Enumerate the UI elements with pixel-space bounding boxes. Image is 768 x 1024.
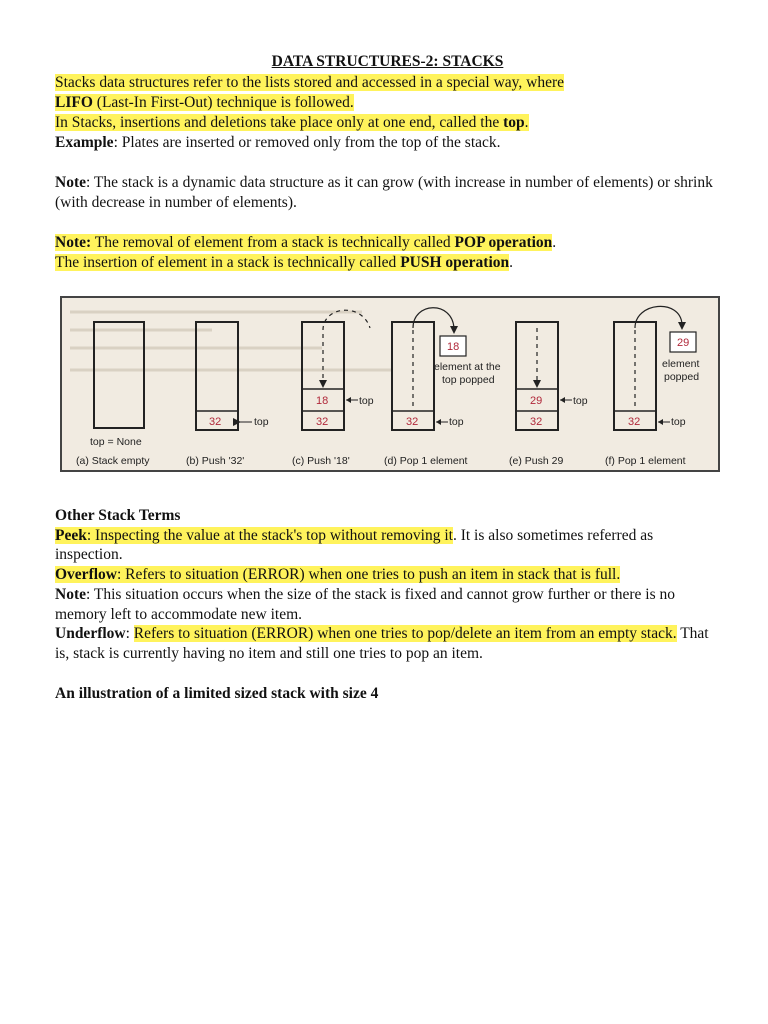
stack-a — [94, 322, 144, 428]
svg-text:top: top — [573, 395, 588, 407]
svg-text:29: 29 — [677, 337, 690, 349]
overflow-label: Overflow — [55, 566, 117, 584]
svg-text:element: element — [662, 358, 700, 370]
stack-diagram — [62, 298, 718, 470]
svg-text:32: 32 — [406, 416, 419, 428]
top-none-label: top = None — [90, 436, 142, 448]
overflow-definition: Overflow: Refers to situation (ERROR) when one tries to push an item in stack that is full. — [55, 566, 621, 584]
svg-text:18: 18 — [447, 341, 460, 353]
stack-c-value-top: 18 — [316, 395, 329, 407]
example-label: Example — [55, 134, 114, 151]
underflow-label: Underflow — [55, 625, 126, 643]
caption-c: (c) Push '18' — [292, 455, 350, 467]
document-body — [55, 52, 720, 273]
stack-b — [196, 322, 238, 430]
section-heading: Other Stack Terms — [55, 507, 181, 524]
illustration-heading: An illustration of a limited sized stack with size 4 — [55, 684, 379, 702]
peek-label: Peek — [55, 526, 87, 544]
caption-f: (f) Pop 1 element — [605, 455, 686, 467]
stack-c-value: 32 — [316, 416, 329, 428]
other-terms-section — [55, 506, 720, 703]
lifo-term: LIFO — [55, 94, 93, 111]
caption-b: (b) Push '32' — [186, 455, 245, 467]
svg-text:32: 32 — [530, 416, 543, 428]
note-label: Note — [55, 585, 86, 603]
top-label: top — [254, 416, 269, 428]
lifo-definition: (Last-In First-Out) technique is followed. — [92, 94, 354, 111]
caption-e: (e) Push 29 — [509, 455, 564, 467]
note-label: Note: — [55, 234, 92, 251]
svg-text:top popped: top popped — [442, 374, 495, 386]
intro-line-1: Stacks data structures refer to the lists stored and accessed in a special way, where — [55, 74, 565, 91]
svg-text:32: 32 — [628, 416, 641, 428]
note-operations: Note: The removal of element from a stack is technically called POP operation. The insertion of element in a stack is technically called PUSH operation. — [55, 234, 557, 271]
underflow-definition: Underflow: Refers to situation (ERROR) when one tries to pop/delete an item from an empty stack. That is, stack is currently having no item and still one tries to pop an item. — [55, 625, 709, 662]
svg-text:popped: popped — [664, 371, 700, 383]
top-sentence: In Stacks, insertions and deletions take place only at one end, called the — [55, 114, 504, 131]
peek-definition: Peek: Inspecting the value at the stack's top without removing it. It is also sometimes referred as inspection. — [55, 526, 654, 564]
stack-b-value: 32 — [209, 416, 222, 428]
top-term: top — [503, 114, 525, 131]
svg-text:element at the: element at the — [434, 361, 501, 373]
svg-text:29: 29 — [530, 395, 543, 407]
stack-operations-figure — [60, 296, 720, 472]
note-dynamic — [55, 173, 720, 213]
svg-text:top: top — [449, 416, 464, 428]
example-text: : Plates are inserted or removed only from the top of the stack. — [113, 134, 501, 151]
intro-paragraph: Stacks data structures refer to the lists stored and accessed in a special way, where LIFO (Last-In First-Out) technique is followed. In Stacks, insertions and deletions take place only at one end, called the top. Example: Plates are inserted or removed only from the top of the stack. — [55, 74, 565, 151]
caption-d: (d) Pop 1 element — [384, 455, 468, 467]
page-title: DATA STRUCTURES-2: STACKS — [271, 53, 504, 70]
svg-text:top: top — [671, 416, 686, 428]
note-label: Note — [55, 174, 86, 191]
overflow-note: Note: This situation occurs when the size of the stack is fixed and cannot grow further or there is no memory left to accommodate new item. — [55, 585, 675, 623]
note-text: : The stack is a dynamic data structure as it can grow (with increase in number of elements) or shrink (with decrease in number of elements). — [55, 174, 713, 211]
svg-text:top: top — [359, 395, 374, 407]
pop-operation-term: POP operation — [454, 234, 553, 251]
caption-a: (a) Stack empty — [76, 455, 150, 467]
push-operation-term: PUSH operation — [400, 254, 510, 271]
